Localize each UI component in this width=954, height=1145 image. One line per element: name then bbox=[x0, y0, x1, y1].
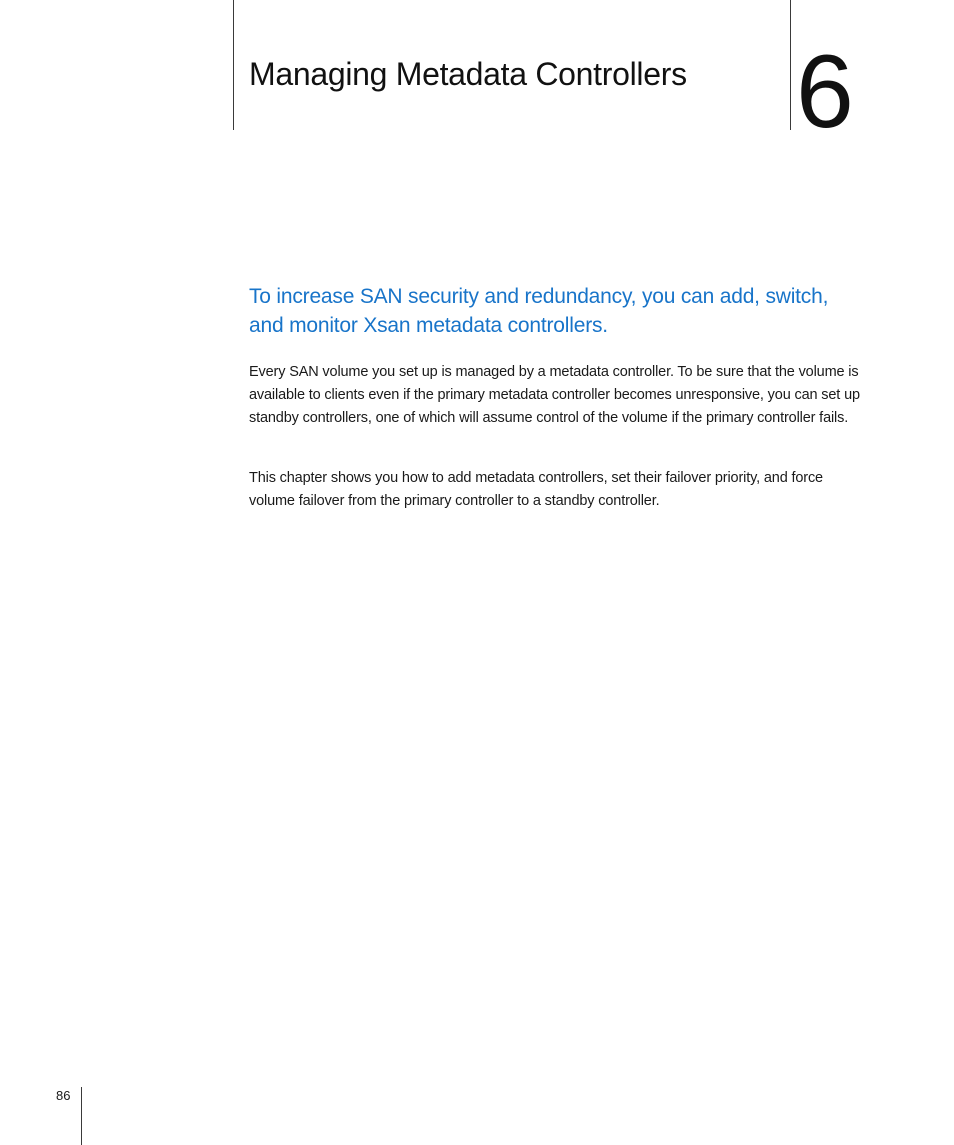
intro-heading: To increase SAN security and redundancy, you can add, switch, and monitor Xsan metadata controllers. bbox=[249, 285, 829, 337]
page-number: 86 bbox=[56, 1088, 71, 1103]
chapter-number: 6 bbox=[796, 34, 852, 150]
body-paragraph: This chapter shows you how to add metadata controllers, set their failover priority, and force volume failover from the primary controller to a standby controller. bbox=[249, 470, 823, 509]
chapter-title: Managing Metadata Controllers bbox=[249, 56, 687, 92]
header-rule-left bbox=[233, 0, 234, 130]
header-rule-right bbox=[790, 0, 791, 130]
body-paragraph: Every SAN volume you set up is managed by a metadata controller. To be sure that the volume is available to clients even if the primary metadata controller becomes unresponsive, you can set up standby controllers, one of which will assume control of the volume if the primary controller fails. bbox=[249, 364, 860, 426]
footer-rule bbox=[81, 1087, 82, 1145]
